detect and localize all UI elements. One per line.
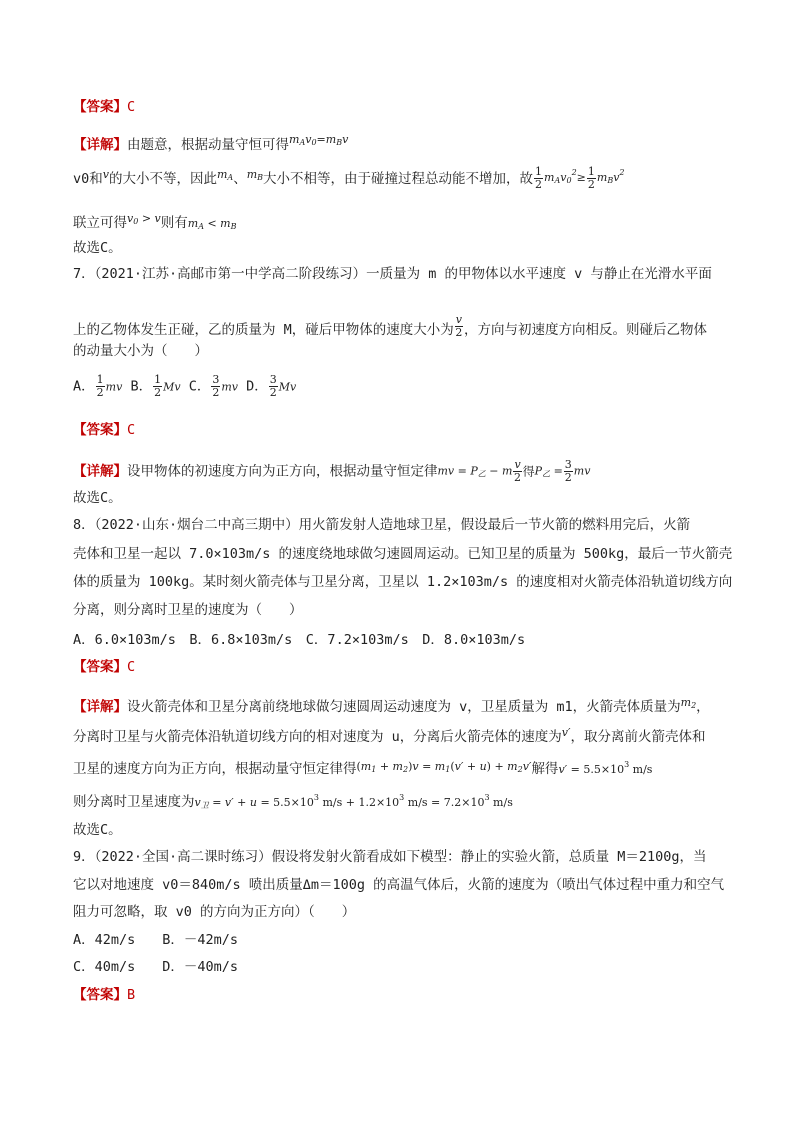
answer-tag: 【答案】 [73, 659, 127, 675]
q6-detail-line-1 [73, 131, 348, 154]
q6-conclusion: 故选C。 [73, 240, 122, 256]
q7-option-a-label: A． [73, 378, 95, 395]
q8-formula-momentum: (m1 + m2)v = m1(v′ + u) + m2v′ [356, 760, 532, 774]
answer-tag: 【答案】 [73, 422, 127, 438]
q7-option-c-value: $\frac{3}{2}$ [212, 373, 220, 399]
q8-conclusion: 故选C。 [73, 822, 122, 838]
q8-detail-text: ， [696, 699, 710, 715]
q8-detail-line-3 [73, 756, 652, 779]
q8-detail-line-1 [73, 694, 710, 716]
q7-option-c-label: C． [188, 378, 211, 395]
q7-option-a-value: $\frac{1}{2}$ [96, 373, 104, 399]
q7-option-b-value: $\frac{1}{2}$ [154, 373, 162, 399]
q9-stem-line-2: 它以对地速度 v0＝840m/s 喷出质量Δm＝100g 的高温气体后，火箭的速度为（喷出气体过程中重力和空气 [73, 877, 725, 893]
q6-detail-line-3 [73, 210, 237, 236]
q8-detail-text: 分离时卫星与火箭壳体沿轨道切线方向的相对速度为 u，分离后火箭壳体的速度为 [73, 729, 562, 745]
q7-option-d-value: $\frac{3}{2}$ [269, 373, 277, 399]
q7-result: $P_乙$ = $\frac{3}{2}$ mv [534, 458, 591, 484]
q7-stem-line-1: 7．（2021·江苏·高邮市第一中学高二阶段练习）一质量为 m 的甲物体以水平速度 v 与静止在光滑水平面 [73, 266, 712, 282]
q8-stem-line-2: 壳体和卫星一起以 7.0×103m/s 的速度绕地球做匀速圆周运动。已知卫星的质量为 500kg，最后一节火箭壳 [73, 546, 733, 562]
q6-detail-text: 则有 [160, 215, 188, 231]
detail-tag: 【详解】 [73, 137, 127, 153]
q7-stem-text: ，方向与初速度方向相反。则碰后乙物体 [463, 322, 707, 338]
q8-detail-text: ，取分离前火箭壳体和 [570, 729, 706, 745]
q8-symbol-m2: m2 [680, 696, 697, 710]
q6-detail-text: 联立可得 [73, 215, 127, 231]
q6-formula-mA-lt-mB: $m_A < m_B$ [187, 217, 237, 231]
q6-detail-text: 由题意，根据动量守恒可得 [127, 137, 289, 153]
q6-detail-text: 大小不相等，由于碰撞过程总动能不增加，故 [263, 171, 534, 187]
q8-detail-text: 设火箭壳体和卫星分离前绕地球做匀速圆周运动速度为 v，卫星质量为 m1，火箭壳体质量为 [127, 699, 681, 715]
q8-stem-line-1: 8．（2022·山东·烟台二中高三期中）用火箭发射人造地球卫星，假设最后一节火箭的燃料用完后，火箭 [73, 517, 691, 533]
q8-detail-text: 则分离时卫星速度为 [73, 794, 195, 810]
q7-option-d-label: D． [246, 378, 268, 395]
q6-detail-text: v0和 [73, 171, 103, 187]
q6-symbol-v: v [102, 168, 109, 181]
q8-detail-line-4 [73, 789, 513, 815]
q6-symbol-mB: mB [246, 168, 264, 182]
q8-options: A．6.0×103m/s B．6.8×103m/s C．7.2×103m/s D．8.0×103m/s [73, 632, 526, 648]
q6-detail-line-2 [73, 164, 625, 191]
q7-option-b-label: B． [130, 378, 153, 395]
q9-options-row-2: C．40m/s D．－40m/s [73, 959, 239, 975]
q8-answer-line [73, 658, 135, 676]
q8-symbol-v-prime: v′ [561, 726, 571, 739]
q9-stem-line-1: 9．（2022·全国·高二课时练习）假设将发射火箭看成如下模型：静止的实验火箭，总质量 M＝2100g，当 [73, 849, 707, 865]
q8-result-v-prime: $v' = 5.5\times 10^3$ m/s [558, 760, 653, 776]
q7-detail-line [73, 459, 590, 484]
q8-stem-line-3: 体的质量为 100kg。某时刻火箭壳体与卫星分离，卫星以 1.2×103m/s 的速度相对火箭壳体沿轨道切线方向 [73, 574, 733, 590]
q6-detail-text: 、 [233, 171, 247, 187]
q6-answer: C [127, 99, 136, 115]
detail-tag: 【详解】 [73, 699, 127, 715]
q7-answer-line [73, 421, 135, 439]
q6-detail-text: 的大小不等，因此 [108, 171, 217, 187]
q7-fraction-v-over-2: $\frac{v}{2}$ [455, 313, 463, 339]
q7-stem-line-2 [73, 314, 707, 339]
q8-answer: C [127, 659, 136, 675]
q9-answer-line [73, 986, 135, 1004]
detail-tag: 【详解】 [73, 463, 127, 480]
q8-result-satellite-velocity: $v_卫 = v' + u = 5.5\times 10^3$ $m/s + 1.2\times 10^3$ $m/s = 7.2\times 10^3$ m/s [194, 793, 513, 810]
q6-formula-energy: $\frac{1}{2}$ $m_Av_0^2\ge$ $\frac{1}{2}$ $m_Bv^2$ [535, 164, 625, 191]
q7-detail-get: 得 [522, 464, 535, 479]
q7-answer: C [127, 422, 136, 438]
q8-detail-text: 卫星的速度方向为正方向，根据动量守恒定律得 [73, 761, 357, 777]
q6-answer-line [73, 98, 135, 116]
q9-stem-line-3: 阻力可忽略，取 v0 的方向为正方向）（ ） [73, 904, 356, 920]
q6-formula-v0-gt-v: v0 > v [127, 212, 161, 226]
q8-stem-line-4: 分离，则分离时卫星的速度为（ ） [73, 602, 303, 618]
q7-stem-line-3: 的动量大小为（ ） [73, 343, 208, 359]
q7-detail-text: 设甲物体的初速度方向为正方向，根据动量守恒定律 [127, 463, 438, 480]
q7-options: A． $\frac{1}{2}$ mv B． $\frac{1}{2}$ Mv C． $\frac{3}{2}$ mv D． $\frac{3}{2}$ Mv [73, 373, 297, 399]
q9-options-row-1: A．42m/s B．－42m/s [73, 932, 239, 948]
q8-detail-line-2 [73, 724, 705, 746]
q7-formula: mv = $P_乙 - m$ $\frac{v}{2}$ [437, 458, 522, 484]
q6-formula-momentum: mAv0=mBv [289, 133, 349, 147]
q6-symbol-mA: mA [216, 168, 234, 182]
q7-conclusion: 故选C。 [73, 490, 122, 506]
answer-tag: 【答案】 [73, 987, 127, 1003]
q9-answer: B [127, 987, 136, 1003]
q7-stem-text: 上的乙物体发生正碰，乙的质量为 M，碰后甲物体的速度大小为 [73, 322, 454, 338]
q8-detail-text: 解得 [531, 761, 559, 777]
answer-tag: 【答案】 [73, 99, 127, 115]
